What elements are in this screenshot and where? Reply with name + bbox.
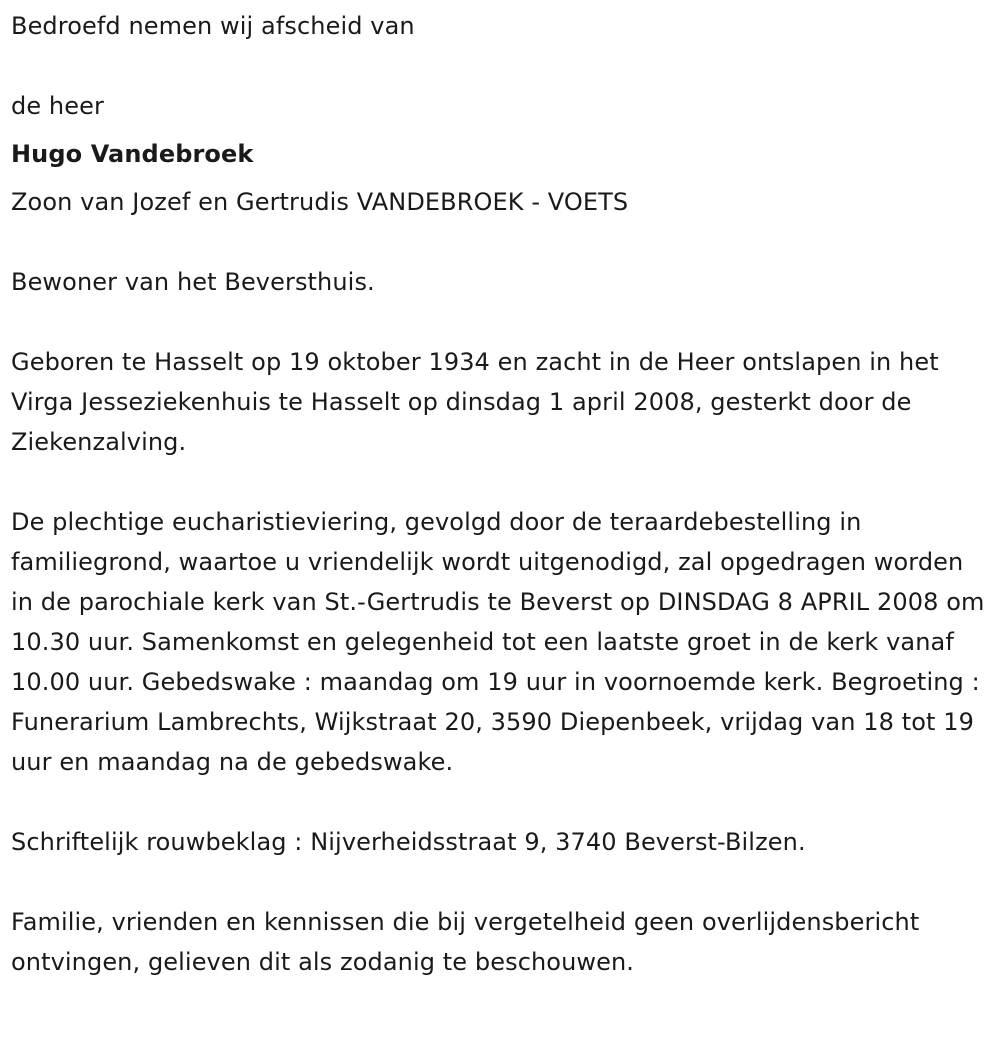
intro-line: Bedroefd nemen wij afscheid van [11, 12, 415, 40]
ceremony-paragraph: De plechtige eucharistieviering, gevolgd door de teraardebestelling in familiegrond, waartoe u vriendelijk wordt uitgenodigd, zal opgedragen worden in de parochiale kerk van St.-Gertrudis te Beverst op DINSDAG 8 APRIL 2008 om 10.30 uur. Samenkomst en gelegenheid tot een laatste groet in de kerk vanaf 10.00 uur. Gebedswake : maandag om 19 uur in voornoemde kerk. Begroeting : Funerarium Lambrechts, Wijkstraat 20, 3590 Diepenbeek, vrijdag van 18 tot 19 uur en maandag na de gebedswake. [11, 508, 985, 776]
birth-death-paragraph: Geboren te Hasselt op 19 oktober 1934 en zacht in de Heer ontslapen in het Virga Jesseziekenhuis te Hasselt op dinsdag 1 april 2008, gesterkt door de Ziekenzalving. [11, 348, 939, 456]
closing-paragraph: Familie, vrienden en kennissen die bij vergetelheid geen overlijdensbericht ontvingen, gelieven dit als zodanig te beschouwen. [11, 908, 920, 976]
deceased-name: Hugo Vandebroek [11, 140, 254, 168]
condolences-line: Schriftelijk rouwbeklag : Nijverheidsstraat 9, 3740 Beverst-Bilzen. [11, 828, 806, 856]
parents-line: Zoon van Jozef en Gertrudis VANDEBROEK - VOETS [11, 188, 629, 216]
obituary-notice [11, 6, 986, 982]
title-prefix: de heer [11, 92, 104, 120]
residence-line: Bewoner van het Beversthuis. [11, 268, 375, 296]
